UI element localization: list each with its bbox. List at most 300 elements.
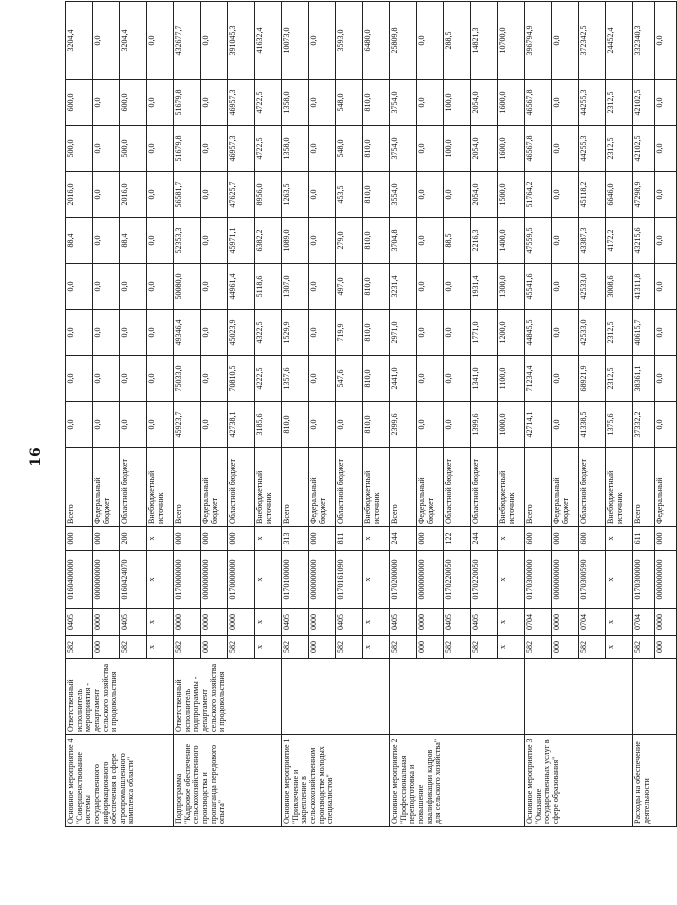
funding-source-cell: Всего [525, 448, 552, 527]
rzpr-code: 0704 [579, 609, 606, 636]
year-value-cell: 810,0 [282, 402, 309, 448]
csr-code: 0000000000 [309, 551, 336, 609]
funding-source-cell: Областной бюджет [120, 448, 147, 527]
grbs-code: 582 [390, 636, 417, 659]
vr-code: 811 [336, 527, 363, 551]
grbs-code: 582 [579, 636, 606, 659]
csr-code: 0170300590 [579, 551, 606, 609]
vr-code: 122 [444, 527, 471, 551]
csr-code: 0170300000 [633, 551, 655, 609]
year-value-cell: 0,0 [147, 80, 174, 126]
vr-code: 000 [655, 527, 677, 551]
year-value-cell: 1357,6 [282, 356, 309, 402]
vr-code: 600 [525, 527, 552, 551]
year-value-cell: 500,0 [120, 126, 147, 172]
year-value-cell: 0,0 [417, 80, 444, 126]
funding-source-cell: Областной бюджет [444, 448, 471, 527]
year-value-cell: 42714,1 [525, 402, 552, 448]
year-value-cell: 4172,2 [606, 218, 633, 264]
total-value-cell: 0,0 [309, 2, 336, 80]
year-value-cell: 0,0 [201, 80, 228, 126]
rzpr-code: 0405 [444, 609, 471, 636]
total-value-cell: 372342,5 [579, 2, 606, 80]
funding-source-cell: Федеральный бюджет [309, 448, 336, 527]
year-value-cell: 0,0 [93, 356, 120, 402]
funding-source-cell: Внебюджетный источник [147, 448, 174, 527]
csr-code: 0170200000 [390, 551, 417, 609]
year-value-cell: 3754,0 [390, 126, 417, 172]
year-value-cell: 810,0 [363, 218, 390, 264]
table-row [174, 2, 201, 827]
rzpr-code: x [147, 609, 174, 636]
year-value-cell: 6646,0 [606, 172, 633, 218]
year-value-cell: 0,0 [417, 264, 444, 310]
year-value-cell: 45118,2 [579, 172, 606, 218]
year-value-cell: 1089,0 [282, 218, 309, 264]
year-value-cell: 0,0 [66, 402, 93, 448]
csr-code: 0000000000 [417, 551, 444, 609]
year-value-cell: 45923,7 [174, 402, 201, 448]
year-value-cell: 0,0 [309, 310, 336, 356]
grbs-code: x [498, 636, 525, 659]
year-value-cell: 0,0 [120, 310, 147, 356]
year-value-cell: 0,0 [147, 356, 174, 402]
funding-source-cell: Областной бюджет [579, 448, 606, 527]
csr-code: 0000000000 [93, 551, 120, 609]
year-value-cell: 0,0 [552, 356, 579, 402]
year-value-cell: 0,0 [93, 218, 120, 264]
year-value-cell: 0,0 [417, 356, 444, 402]
year-value-cell: 47559,5 [525, 218, 552, 264]
year-value-cell: 0,0 [336, 402, 363, 448]
year-value-cell: 0,0 [655, 356, 677, 402]
year-value-cell: 1771,0 [471, 310, 498, 356]
year-value-cell: 88,5 [444, 218, 471, 264]
vr-code: 000 [174, 527, 201, 551]
year-value-cell: 49346,4 [174, 310, 201, 356]
year-value-cell: 1263,5 [282, 172, 309, 218]
total-value-cell: 0,0 [552, 2, 579, 80]
year-value-cell: 453,5 [336, 172, 363, 218]
year-value-cell: 0,0 [444, 310, 471, 356]
funding-source-cell: Федеральный бюджет [93, 448, 120, 527]
funding-source-cell: Внебюджетный источник [498, 448, 525, 527]
csr-code: 0000000000 [655, 551, 677, 609]
year-value-cell: 547,6 [336, 356, 363, 402]
year-value-cell: 2054,0 [471, 126, 498, 172]
vr-code: 000 [228, 527, 255, 551]
year-value-cell: 0,0 [309, 126, 336, 172]
vr-code: 313 [282, 527, 309, 551]
year-value-cell: 0,0 [201, 218, 228, 264]
csr-code: 0170220050 [444, 551, 471, 609]
rzpr-code: 0704 [633, 609, 655, 636]
funding-source-cell: Внебюджетный источник [255, 448, 282, 527]
year-value-cell: 1341,0 [471, 356, 498, 402]
grbs-code: x [147, 636, 174, 659]
year-value-cell: 50080,0 [174, 264, 201, 310]
program-name-cell: Основное мероприятие 4 "Совершенствование системы государственного информационного обеспечения в сфере агропромышленного комплекса области" [66, 735, 174, 827]
year-value-cell: 810,0 [363, 80, 390, 126]
year-value-cell: 0,0 [93, 310, 120, 356]
funding-source-cell: Федеральный бюджет [552, 448, 579, 527]
year-value-cell: 37332,2 [633, 402, 655, 448]
year-value-cell: 0,0 [201, 356, 228, 402]
executor-cell: Ответственный исполнитель подпрограммы - департамент сельского хозяйства и продовольствия [174, 659, 282, 735]
grbs-code: 000 [309, 636, 336, 659]
total-value-cell: 3204,4 [66, 2, 93, 80]
year-value-cell: 0,0 [93, 80, 120, 126]
total-value-cell: 10700,0 [498, 2, 525, 80]
year-value-cell: 1358,0 [282, 80, 309, 126]
program-name-cell: Основное мероприятие 2 "Профессиональная переподготовка и повышение квалификации кадров для сельского хозяйства" [390, 735, 525, 827]
rzpr-code: x [498, 609, 525, 636]
year-value-cell: 71234,4 [525, 356, 552, 402]
total-value-cell: 332340,3 [633, 2, 655, 80]
grbs-code: 000 [417, 636, 444, 659]
funding-source-cell: Внебюджетный источник [363, 448, 390, 527]
csr-code: x [606, 551, 633, 609]
year-value-cell: 0,0 [66, 264, 93, 310]
year-value-cell: 4722,5 [255, 126, 282, 172]
year-value-cell: 100,0 [444, 126, 471, 172]
year-value-cell: 0,0 [201, 264, 228, 310]
table-row [282, 2, 309, 827]
year-value-cell: 3231,4 [390, 264, 417, 310]
rzpr-code: 0000 [309, 609, 336, 636]
vr-code: 000 [93, 527, 120, 551]
year-value-cell: 0,0 [655, 172, 677, 218]
year-value-cell: 0,0 [309, 356, 336, 402]
year-value-cell: 40615,7 [633, 310, 655, 356]
year-value-cell: 2441,0 [390, 356, 417, 402]
funding-source-cell: Всего [282, 448, 309, 527]
vr-code: x [255, 527, 282, 551]
rzpr-code: 0000 [552, 609, 579, 636]
vr-code: x [363, 527, 390, 551]
grbs-code: 000 [655, 636, 677, 659]
year-value-cell: 51764,2 [525, 172, 552, 218]
year-value-cell: 0,0 [147, 310, 174, 356]
grbs-code: x [363, 636, 390, 659]
csr-code: 0160400000 [66, 551, 93, 609]
rzpr-code: 0000 [228, 609, 255, 636]
year-value-cell: 46567,8 [525, 80, 552, 126]
csr-code: 0000000000 [201, 551, 228, 609]
year-value-cell: 0,0 [309, 218, 336, 264]
csr-code: x [363, 551, 390, 609]
year-value-cell: 0,0 [201, 402, 228, 448]
vr-code: 244 [390, 527, 417, 551]
year-value-cell: 46957,3 [228, 80, 255, 126]
year-value-cell: 0,0 [655, 264, 677, 310]
total-value-cell: 0,0 [417, 2, 444, 80]
year-value-cell: 0,0 [552, 310, 579, 356]
year-value-cell: 51679,8 [174, 126, 201, 172]
total-value-cell: 41632,4 [255, 2, 282, 80]
year-value-cell: 810,0 [363, 356, 390, 402]
total-value-cell: 6480,0 [363, 2, 390, 80]
year-value-cell: 0,0 [93, 172, 120, 218]
year-value-cell: 0,0 [444, 356, 471, 402]
year-value-cell: 0,0 [66, 310, 93, 356]
grbs-code: 582 [336, 636, 363, 659]
program-name-cell: Основное мероприятие 3 "Оказание государственных услуг в сфере образования" [525, 735, 633, 827]
year-value-cell: 38361,1 [633, 356, 655, 402]
year-value-cell: 3704,8 [390, 218, 417, 264]
rzpr-code: 0000 [655, 609, 677, 636]
grbs-code: 000 [93, 636, 120, 659]
csr-code: 0160424070 [120, 551, 147, 609]
year-value-cell: 497,0 [336, 264, 363, 310]
year-value-cell: 0,0 [120, 356, 147, 402]
year-value-cell: 0,0 [93, 264, 120, 310]
vr-code: 244 [471, 527, 498, 551]
table-row [66, 2, 93, 827]
year-value-cell: 719,9 [336, 310, 363, 356]
year-value-cell: 43387,3 [579, 218, 606, 264]
year-value-cell: 3008,6 [606, 264, 633, 310]
year-value-cell: 1100,0 [498, 356, 525, 402]
year-value-cell: 0,0 [201, 172, 228, 218]
year-value-cell: 0,0 [417, 218, 444, 264]
csr-code: x [255, 551, 282, 609]
year-value-cell: 810,0 [363, 126, 390, 172]
table-row [390, 2, 417, 827]
year-value-cell: 600,0 [120, 80, 147, 126]
rzpr-code: 0405 [390, 609, 417, 636]
total-value-cell: 432677,7 [174, 2, 201, 80]
csr-code: x [147, 551, 174, 609]
table-row [525, 2, 552, 827]
grbs-code: 582 [228, 636, 255, 659]
year-value-cell: 45541,6 [525, 264, 552, 310]
year-value-cell: 0,0 [552, 218, 579, 264]
year-value-cell: 44845,5 [525, 310, 552, 356]
grbs-code: 000 [201, 636, 228, 659]
year-value-cell: 1399,6 [471, 402, 498, 448]
executor-cell [282, 659, 390, 735]
year-value-cell: 0,0 [93, 402, 120, 448]
year-value-cell: 46957,3 [228, 126, 255, 172]
year-value-cell: 52353,3 [174, 218, 201, 264]
vr-code: 600 [579, 527, 606, 551]
year-value-cell: 0,0 [417, 402, 444, 448]
year-value-cell: 42533,0 [579, 264, 606, 310]
vr-code: 611 [633, 527, 655, 551]
grbs-code: 582 [282, 636, 309, 659]
rzpr-code: x [363, 609, 390, 636]
vr-code: 200 [120, 527, 147, 551]
year-value-cell: 0,0 [147, 218, 174, 264]
funding-source-cell: Областной бюджет [471, 448, 498, 527]
year-value-cell: 88,4 [120, 218, 147, 264]
funding-source-cell: Федеральный бюджет [417, 448, 444, 527]
year-value-cell: 2054,0 [471, 172, 498, 218]
total-value-cell: 3204,4 [120, 2, 147, 80]
year-value-cell: 2971,0 [390, 310, 417, 356]
year-value-cell: 3754,0 [390, 80, 417, 126]
year-value-cell: 1400,0 [498, 218, 525, 264]
year-value-cell: 2016,0 [120, 172, 147, 218]
year-value-cell: 0,0 [66, 356, 93, 402]
total-value-cell: 391045,3 [228, 2, 255, 80]
total-value-cell: 24452,4 [606, 2, 633, 80]
funding-source-cell: Всего [633, 448, 655, 527]
year-value-cell: 1931,4 [471, 264, 498, 310]
executor-cell: Ответственный исполнитель мероприятия - департамент сельского хозяйства и продовольствия [66, 659, 174, 735]
csr-code: x [498, 551, 525, 609]
year-value-cell: 47298,9 [633, 172, 655, 218]
funding-source-cell: Федеральный [655, 448, 677, 527]
year-value-cell: 0,0 [655, 310, 677, 356]
year-value-cell: 1600,0 [498, 80, 525, 126]
vr-code: 000 [66, 527, 93, 551]
vr-code: x [606, 527, 633, 551]
year-value-cell: 0,0 [552, 126, 579, 172]
rzpr-code: 0000 [174, 609, 201, 636]
year-value-cell: 70810,5 [228, 356, 255, 402]
year-value-cell: 2054,0 [471, 80, 498, 126]
executor-cell [525, 659, 633, 735]
program-name-cell: Подпрограмма "Кадровое обеспечение сельскохозяйственного производства и пропаганда передового опыта" [174, 735, 282, 827]
year-value-cell: 4322,5 [255, 310, 282, 356]
year-value-cell: 0,0 [552, 264, 579, 310]
year-value-cell: 51679,8 [174, 80, 201, 126]
year-value-cell: 41311,8 [633, 264, 655, 310]
year-value-cell: 1600,0 [498, 126, 525, 172]
year-value-cell: 2312,5 [606, 356, 633, 402]
year-value-cell: 0,0 [147, 402, 174, 448]
year-value-cell: 45023,9 [228, 310, 255, 356]
year-value-cell: 0,0 [444, 402, 471, 448]
grbs-code: 582 [471, 636, 498, 659]
vr-code: 000 [309, 527, 336, 551]
year-value-cell: 0,0 [655, 80, 677, 126]
rzpr-code: 0704 [525, 609, 552, 636]
total-value-cell: 0,0 [655, 2, 677, 80]
year-value-cell: 1300,0 [498, 264, 525, 310]
grbs-code: 582 [66, 636, 93, 659]
csr-code: 0170300000 [525, 551, 552, 609]
funding-source-cell: Всего [174, 448, 201, 527]
rzpr-code: 0405 [471, 609, 498, 636]
year-value-cell: 44255,3 [579, 80, 606, 126]
year-value-cell: 0,0 [655, 218, 677, 264]
year-value-cell: 45971,1 [228, 218, 255, 264]
funding-source-cell: Областной бюджет [336, 448, 363, 527]
grbs-code: x [606, 636, 633, 659]
year-value-cell: 3185,6 [255, 402, 282, 448]
year-value-cell: 548,0 [336, 80, 363, 126]
csr-code: 0000000000 [552, 551, 579, 609]
year-value-cell: 6382,2 [255, 218, 282, 264]
csr-code: 0170100000 [282, 551, 309, 609]
executor-cell [390, 659, 525, 735]
year-value-cell: 810,0 [363, 402, 390, 448]
year-value-cell: 100,0 [444, 80, 471, 126]
year-value-cell: 3554,0 [390, 172, 417, 218]
year-value-cell: 0,0 [147, 172, 174, 218]
program-name-cell: Расходы на обеспечение деятельности [633, 735, 677, 827]
year-value-cell: 0,0 [120, 402, 147, 448]
year-value-cell: 0,0 [655, 402, 677, 448]
year-value-cell: 810,0 [363, 264, 390, 310]
year-value-cell: 88,4 [66, 218, 93, 264]
year-value-cell: 2216,3 [471, 218, 498, 264]
year-value-cell: 0,0 [309, 264, 336, 310]
year-value-cell: 1529,9 [282, 310, 309, 356]
total-value-cell: 3593,0 [336, 2, 363, 80]
funding-source-cell: Внебюджетный источник [606, 448, 633, 527]
year-value-cell: 8956,0 [255, 172, 282, 218]
vr-code: 000 [552, 527, 579, 551]
year-value-cell: 810,0 [363, 172, 390, 218]
year-value-cell: 68921,9 [579, 356, 606, 402]
year-value-cell: 0,0 [309, 402, 336, 448]
total-value-cell: 25809,8 [390, 2, 417, 80]
year-value-cell: 548,0 [336, 126, 363, 172]
year-value-cell: 0,0 [120, 264, 147, 310]
year-value-cell: 0,0 [147, 264, 174, 310]
total-value-cell: 288,5 [444, 2, 471, 80]
grbs-code: 582 [120, 636, 147, 659]
year-value-cell: 2312,5 [606, 80, 633, 126]
rzpr-code: 0000 [417, 609, 444, 636]
total-value-cell: 0,0 [147, 2, 174, 80]
total-value-cell: 0,0 [201, 2, 228, 80]
grbs-code: 000 [552, 636, 579, 659]
year-value-cell: 0,0 [201, 310, 228, 356]
year-value-cell: 0,0 [201, 126, 228, 172]
year-value-cell: 4222,5 [255, 356, 282, 402]
funding-source-cell: Всего [66, 448, 93, 527]
total-value-cell: 396794,9 [525, 2, 552, 80]
rzpr-code: 0000 [201, 609, 228, 636]
year-value-cell: 2312,5 [606, 310, 633, 356]
year-value-cell: 41338,5 [579, 402, 606, 448]
year-value-cell: 46567,8 [525, 126, 552, 172]
year-value-cell: 43215,6 [633, 218, 655, 264]
year-value-cell: 44255,3 [579, 126, 606, 172]
rzpr-code: 0405 [282, 609, 309, 636]
year-value-cell: 1358,0 [282, 126, 309, 172]
program-name-cell: Основное мероприятие 1 "Привлечение и закрепление в сельскохозяйственном производстве молодых специалистов" [282, 735, 390, 827]
year-value-cell: 0,0 [309, 172, 336, 218]
year-value-cell: 600,0 [66, 80, 93, 126]
year-value-cell: 56581,7 [174, 172, 201, 218]
vr-code: x [147, 527, 174, 551]
year-value-cell: 0,0 [147, 126, 174, 172]
total-value-cell: 0,0 [93, 2, 120, 80]
year-value-cell: 279,0 [336, 218, 363, 264]
csr-code: 0170000000 [228, 551, 255, 609]
year-value-cell: 0,0 [93, 126, 120, 172]
csr-code: 0170220050 [471, 551, 498, 609]
rzpr-code: x [606, 609, 633, 636]
csr-code: 0170000000 [174, 551, 201, 609]
vr-code: x [498, 527, 525, 551]
year-value-cell: 2016,0 [66, 172, 93, 218]
year-value-cell: 1307,0 [282, 264, 309, 310]
year-value-cell: 500,0 [66, 126, 93, 172]
year-value-cell: 0,0 [552, 80, 579, 126]
year-value-cell: 0,0 [444, 172, 471, 218]
year-value-cell: 2399,6 [390, 402, 417, 448]
year-value-cell: 1375,6 [606, 402, 633, 448]
year-value-cell: 1000,0 [498, 402, 525, 448]
csr-code: 0170161090 [336, 551, 363, 609]
